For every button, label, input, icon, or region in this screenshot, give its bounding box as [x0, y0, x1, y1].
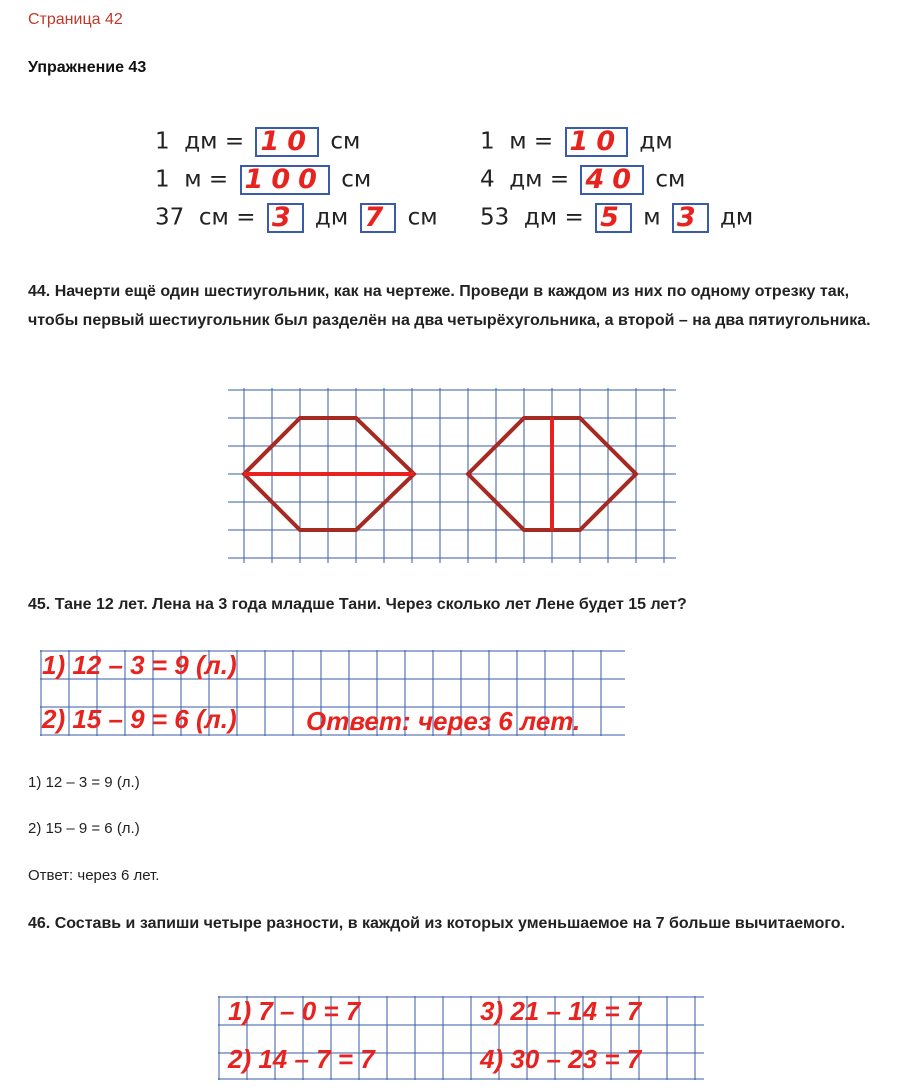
conversion-row-2-left: 1 м = 100 см [155, 164, 372, 195]
conv-unit: дм [184, 128, 218, 155]
exercise-title: Упражнение 43 [28, 59, 147, 76]
answer-box: 10 [255, 127, 319, 157]
task-44-text: 44. Начерти ещё один шестиугольник, как на чертеже. Проведи в каждом из них по одному отрезку так, чтобы первый шестиугольник был разделён на два четырёхугольника, а второй – на два пятиугольника. [28, 283, 871, 329]
answer-box: 10 [565, 127, 629, 157]
conv-unit: см [198, 204, 229, 231]
conv-unit: см [407, 204, 438, 231]
difference-4: 4) 30 – 23 = 7 [480, 1044, 642, 1074]
conversion-row-3-right: 53 дм = 5 м 3 дм [480, 202, 754, 233]
conv-unit: м [509, 128, 527, 155]
answer-box: 40 [580, 165, 644, 195]
conv-unit: дм [523, 204, 558, 231]
task-46-text: 46. Составь и запиши четыре разности, в каждой из которых уменьшаемое на 7 больше вычитаемого. [28, 915, 846, 932]
conv-value: 53 [480, 204, 510, 231]
answer-box: 3 [672, 203, 709, 233]
conv-value: 37 [155, 204, 185, 231]
conv-unit: см [341, 166, 372, 193]
conv-unit: м [643, 204, 661, 231]
answer-box: 5 [595, 203, 632, 233]
conv-value: 1 [155, 166, 170, 193]
answer-box: 7 [360, 203, 397, 233]
answer-step-2: 2) 15 – 9 = 6 (л.) [28, 820, 140, 837]
difference-2: 2) 14 – 7 = 7 [228, 1044, 375, 1074]
conv-value: 1 [480, 128, 495, 155]
conv-value: 1 [155, 128, 170, 155]
conv-unit: дм [639, 128, 673, 155]
answer-text: Ответ: через 6 лет. [28, 867, 160, 884]
answer-step-1: 1) 12 – 3 = 9 (л.) [28, 774, 140, 791]
conversion-row-2-right: 4 дм = 40 см [480, 164, 686, 195]
task-45-notebook [40, 650, 625, 736]
conv-unit: см [655, 166, 686, 193]
page-link[interactable]: Страница 42 [28, 11, 123, 28]
conversion-row-1-left: 1 дм = 10 см [155, 126, 361, 157]
difference-3: 3) 21 – 14 = 7 [480, 996, 642, 1026]
conv-unit: дм [314, 204, 349, 231]
task-46-notebook [218, 996, 704, 1080]
handwritten-answer: Ответ: через 6 лет. [306, 706, 581, 736]
hexagon-drawing [228, 388, 678, 566]
answer-box: 3 [267, 203, 304, 233]
answer-box: 100 [240, 165, 330, 195]
handwritten-step-1: 1) 12 – 3 = 9 (л.) [42, 650, 237, 680]
handwritten-step-2: 2) 15 – 9 = 6 (л.) [42, 704, 237, 734]
difference-1: 1) 7 – 0 = 7 [228, 996, 361, 1026]
task-45-text: 45. Тане 12 лет. Лена на 3 года младше Тани. Через сколько лет Лене будет 15 лет? [28, 596, 687, 613]
conv-unit: см [330, 128, 361, 155]
conv-unit: дм [509, 166, 543, 193]
conv-value: 4 [480, 166, 495, 193]
conv-unit: дм [719, 204, 754, 231]
conversion-row-1-right: 1 м = 10 дм [480, 126, 673, 157]
conversion-row-3-left: 37 см = 3 дм 7 см [155, 202, 438, 233]
conv-unit: м [184, 166, 202, 193]
